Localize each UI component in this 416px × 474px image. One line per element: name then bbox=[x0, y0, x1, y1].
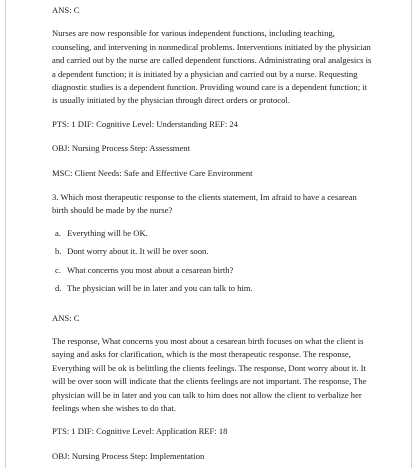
option-b bbox=[52, 245, 372, 258]
option-d bbox=[52, 282, 372, 295]
points-difficulty-line: PTS: 1 DIF: Cognitive Level: Understanding REF: 24 bbox=[52, 118, 238, 129]
points-difficulty-line: PTS: 1 DIF: Cognitive Level: Application REF: 18 bbox=[52, 426, 228, 437]
document-content bbox=[52, 4, 372, 474]
rationale-paragraph: The response, What concerns you most about a cesarean birth focuses on what the client is saying and asks for clarification, which is the most therapeutic response. The response, Everything will be ok is belittling the clients feelings. The response, Dont worry about it. It will be over soon will indicate that the clients feelings are not important. The response, The physician will be in later and you can talk to him does not allow the client to verbalize her feelings when she wishes to do that. bbox=[52, 335, 367, 413]
option-text: The physician will be in later and you can talk to him. bbox=[67, 283, 253, 294]
option-letter: a. bbox=[55, 227, 61, 238]
answer-options bbox=[52, 227, 372, 296]
option-a bbox=[52, 227, 372, 240]
option-letter: d. bbox=[55, 283, 62, 294]
option-text: Everything will be OK. bbox=[67, 227, 148, 238]
option-letter: c. bbox=[55, 264, 61, 275]
option-text: What concerns you most about a cesarean birth? bbox=[67, 264, 234, 275]
rationale-paragraph: Nurses are now responsible for various independent functions, including teaching, counseling, and intervening in nonmedical problems. Interventions initiated by the physician and carried out by the nurse are called dependent functions. Administrating oral analgesics is a dependent function; it is initiated by a physician and carried out by a nurse. Requesting diagnostic studies is a dependent function. Providing wound care is a dependent function; it is usually initiated by the physician through direct orders or protocol. bbox=[52, 28, 372, 106]
answer-line: ANS: C bbox=[52, 5, 80, 15]
client-needs-line: MSC: Client Needs: Safe and Effective Care Environment bbox=[52, 167, 253, 178]
option-letter: b. bbox=[55, 246, 62, 257]
objective-line: OBJ: Nursing Process Step: Assessment bbox=[52, 143, 190, 154]
answer-line: ANS: C bbox=[52, 312, 80, 323]
objective-line: OBJ: Nursing Process Step: Implementation bbox=[52, 450, 205, 461]
option-text: Dont worry about it. It will be over soon. bbox=[67, 246, 209, 257]
question-text: 3. Which most therapeutic response to the clients statement, Im afraid to have a cesarean birth should be made by the nurse? bbox=[52, 192, 357, 216]
option-c bbox=[52, 264, 372, 277]
document-page bbox=[5, 0, 412, 468]
